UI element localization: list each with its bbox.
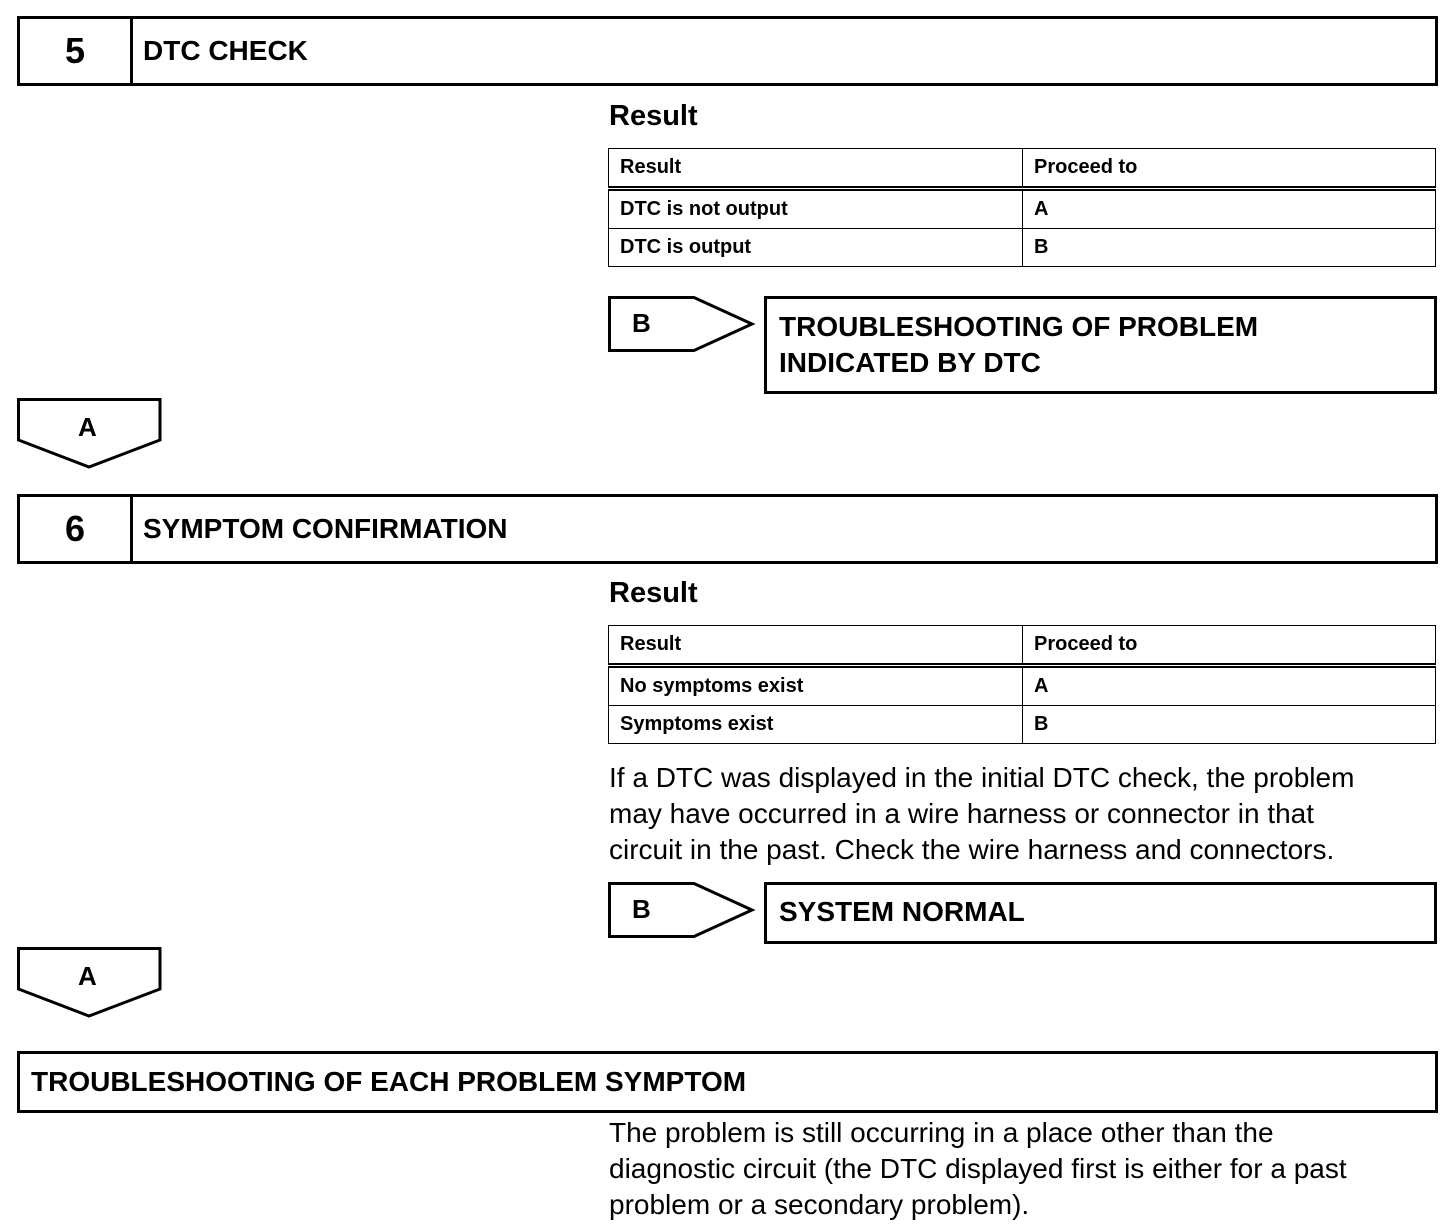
step-6-note [609,760,1449,868]
step-6-header [17,494,1438,564]
step-5-outcome-box [764,296,1437,394]
table-cell-result: DTC is not output [609,189,1023,229]
step-5-number: 5 [20,19,133,83]
table-row [609,229,1436,267]
table-cell-result: No symptoms exist [609,666,1023,706]
step-6-branch-b-arrow-icon [608,882,756,940]
step-6-note-line: If a DTC was displayed in the initial DTC check, the problem [609,762,1355,793]
step-6-result-heading: Result [609,577,698,609]
table-row [609,666,1436,706]
step-6-note-line: circuit in the past. Check the wire harness and connectors. [609,834,1335,865]
final-note-line: diagnostic circuit (the DTC displayed first is either for a past [609,1153,1347,1184]
step-6-number: 6 [20,497,133,561]
step-5-result-heading: Result [609,100,698,132]
table-header-row [609,149,1436,189]
table-header-result: Result [609,149,1023,189]
table-header-result: Result [609,626,1023,666]
final-troubleshooting-box: TROUBLESHOOTING OF EACH PROBLEM SYMPTOM [17,1051,1438,1113]
table-cell-proceed: B [1023,229,1436,267]
step-6-result-table [608,625,1436,744]
step-6-outcome-text: SYSTEM NORMAL [779,896,1025,927]
table-cell-result: DTC is output [609,229,1023,267]
step-6-title: SYMPTOM CONFIRMATION [143,513,508,544]
step-5-branch-b-label: B [632,308,651,338]
step-5-outcome-line1: TROUBLESHOOTING OF PROBLEM [779,311,1259,342]
step-5-branch-a-label: A [78,412,97,442]
step-6-note-line: may have occurred in a wire harness or connector in that [609,798,1315,829]
step-6-branch-b-label: B [632,894,651,924]
step-5-branch-b-arrow-icon [608,296,756,354]
step-5-outcome-line2: INDICATED BY DTC [779,347,1041,378]
table-cell-proceed: A [1023,666,1436,706]
table-header-row [609,626,1436,666]
table-row [609,189,1436,229]
table-header-proceed: Proceed to [1023,626,1436,666]
step-6-branch-a-label: A [78,961,97,991]
step-5-result-table [608,148,1436,267]
table-header-proceed: Proceed to [1023,149,1436,189]
final-note-line: problem or a secondary problem). [609,1189,1030,1220]
step-5-title: DTC CHECK [143,35,308,66]
table-row [609,706,1436,744]
table-cell-proceed: B [1023,706,1436,744]
final-note [609,1115,1449,1223]
table-cell-result: Symptoms exist [609,706,1023,744]
step-6-outcome-box [764,882,1437,944]
step-5-header [17,16,1438,86]
final-note-line: The problem is still occurring in a place other than the [609,1117,1274,1148]
table-cell-proceed: A [1023,189,1436,229]
